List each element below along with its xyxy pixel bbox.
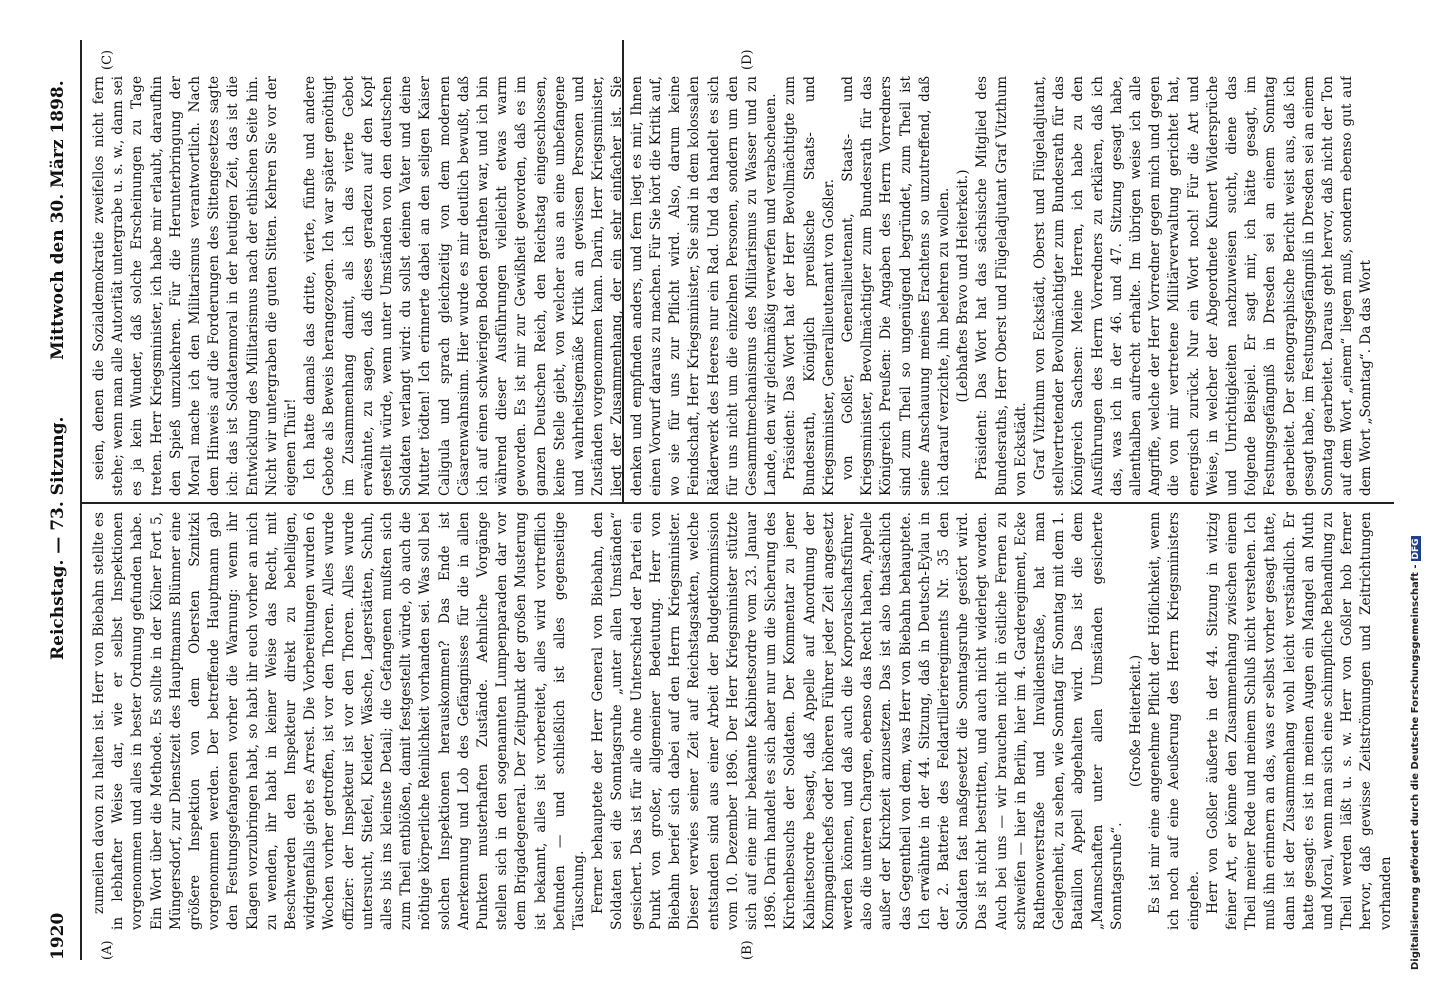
header-rule [80, 40, 82, 960]
interjection: (Lebhaftes Bravo und Heiterkeit.) [955, 169, 972, 403]
paragraph: Ferner behauptete der Herr General von Biebahn, den Soldaten sei die Sonntagsruhe „unter allen Umständen“ gesichert. Das ist für alle ohne Unterschied der Partei ein Punkt von großer, allgemeiner Bedeutung. Herr von Biebahn berief sich dabei auf den Herrn Kriegsminister. Dieser verwies seiner Zeit auf Reichstagsakten, welche entstanden sind aus einer Arbeit der Budgetkommission vom 10. Dezember 1896. Der Herr Kriegsminister stützte sich auf eine mir bekannte Kabinetsordre vom 23. Januar 1896. Darin handelt es sich aber nur um die Sicherung des Kirchenbesuchs der Soldaten. Der Kommentar zu jener Kabinetsordre besagt, daß Appelle auf Anordnung der Kompagniechefs oder höheren Führer jeder Zeit angesetzt werden können, und daß auch die Korporalschaftsführer, also die unteren Chargen, ebenso das Recht haben, Appelle außer der Kirchzeit anzusetzen. Das ist also thatsächlich das Gegentheil von dem, was Herr von Biebahn behauptete. Ich erwähnte in der 44. Sitzung, daß in Deutsch-Eylau in der 2. Batterie des Feldartillerieregiments Nr. 35 den Soldaten fast maßgesetzt die Sonntagsruhe gestört wird. Das ist nicht bestritten, und auch nicht widerlegt worden. Auch bei uns — wir brauchen nicht in östliche Fernen zu schweifen — hier in Berlin, hier im 4. Garderegiment, Ecke Rathenowerstraße und Invalidenstraße, hat man Gelegenheit, zu sehen, wie Sonntag für Sonntag mit dem 1. Bataillon Appell abgehalten wird. Das ist die dem „Mannschaften unter allen Umständen gesicherte Sonntagsruhe“. [590, 512, 1125, 930]
paragraph: zumeilen davon zu halten ist. Herr von Biebahn stellte es in lebhafter Weise dar, wie er selbst Inspektionen vorgenommen und alles in bester Ordnung gefunden habe. Ein Wort über die Methode. Es sollte in der Kölner Fort 5, Müngersdorf, zur Dienstzeit des Hauptmanns Blümner eine größere Inspektion von dem Obersten Sznitzki vorgenommen werden. Der betreffende Hauptmann gab den Festungsgefangenen vorher die Warnung: wenn ihr Klagen vorzubringen habt, so habt ihr euch vorher an mich zu wenden, ihr habt in keiner Weise das Recht, mit Beschwerden den Inspekteur direkt zu behelligen, widrigenfalls giebt es Arrest. Die Vorbereitungen wurden 6 Wochen vorher getroffen, ist vor den Thoren. Alles wurde offizier: der Inspekteur ist vor den Thoren. Alles wurde untersucht, Stiefel, Kleider, Wäsche, Lagerstätten, Schuh, alles bis ins kleinste Detail; die Gefangenen mußten sich zum Theil entblößen, damit festgestellt würde, ob auch die nöthige körperliche Reinlichkeit vorhanden sei. Was soll bei solchen Inspektionen herauskommen? Das Ende ist Anerkennung und Lob des Gefängnisses für die in allen Punkten musterhaften Zustände. Aehnliche Vorgänge stellen sich in den sogenannten Lumpenparaden dar vor dem Brigadegeneral. Der Zeitpunkt der großen Musterung ist bekannt, alles ist vorbereitet, alles wird vortrefflich befunden — und schließlich ist alles gegenseitige Täuschung. [91, 512, 588, 930]
header-session-title: Reichstag. — 73. Sitzung. [48, 416, 68, 660]
credit-text: Digitalisierung gefördert durch die Deutsche Forschungsgemeinschaft - [1410, 564, 1421, 970]
page-number: 1920 [48, 912, 68, 960]
paragraph: von Goßler, Generallieutenant, Staats- und Kriegsminister, Bevollmächtigter zum Bundesrath für das Königreich Preußen: Die Angaben des Herrn Vorredners sind zum Theil so ungenügend begründet, zum Theil ist seine Anschauung meines Erachtens so unzutreffend, daß ich darauf verzichte, ihn belehren zu wollen. [839, 76, 952, 496]
page-header [42, 40, 76, 960]
paragraph: Ich hatte damals das dritte, vierte, fünfte und andere Gebote als Beweis herangezogen. Ich war später genöthigt im Zusammenhang damit, als ich das vierte Gebot erwähnte, zu sagen, daß dieses geradezu auf den Kopf gestellt würde, wenn unter Umständen von den deutschen Soldaten verlangt wird: du sollst deinen Vater und deine Mutter tödten! Ich erinnerte dabei an den seligen Kaiser Caligula und sprach gleichzeitig von dem modernen Cäsarenwahnsinn. Hier wurde es mir deutlich bewußt, daß ich auf einen schwierigen Boden gerathen war, und ich bin während dieser Ausführungen vielleicht etwas warm geworden. Es ist mir zur Gewißheit geworden, daß es im ganzen Deutschen Reich, den Reichstag eingeschlossen, keine Stelle giebt, von welcher aus an eine unbefangene und wahrheitsgemäße Kritik an gewissen Personen und Zuständen vorgenommen kann. Darin, Herr Kriegsminister, liegt der Zusammenhang, der ein sehr einfacher ist. Sie denken und empfinden anders, und fern liegt es mir, Ihnen einen Vorwurf daraus zu machen. Für Sie hört die Kritik auf, wo sie für uns zur Pflicht wird. Also, darum keine Feindschaft, Herr Kriegsminister, Sie sind in dem kolossalen Räderwerk des Heeres nur ein Rad. Und da handelt es sich für uns nicht um die einzelnen Personen, sondern um den Gesammtmechanismus des Militarismus zu Wasser und zu Lande, den wir gleichmäßig verwerfen und verabscheuen. [302, 76, 780, 496]
paragraph: seien, denen die Sozialdemokratie zweifellos nicht fern stehe; wenn man alle Autorität untergrabe u. s. w., dann sei es ja kein Wunder, daß solche Erscheinungen zu Tage treten. Herr Kriegsminister, ich habe mir erlaubt, daraufhin den Spieß umzukehren. Für die Herunterbringung der Moral mache ich den Militarismus verantwortlich. Nach dem Hinweis auf die Forderungen des Sittengesetzes sagte ich: das ist Soldatenmoral in der heutigen Zeit, das ist die Entwicklung des Militarismus nach der ethischen Seite hin. Nicht wir untergraben die guten Sitten. Kehren Sie vor der eigenen Thür! [91, 76, 300, 496]
paragraph: Herr von Goßler äußerte in der 44. Sitzung in witzig feiner Art, er könne den Zusammenhang zwischen einem Theil meiner Rede und meinem Schluß nicht verstehen. Ich muß ihn erinnern an das, was er selbst vorher gesagt hatte, dann ist der Zusammenhang wohl leicht verständlich. Er hatte gesagt: es ist in meinen Augen ein Mangel an Muth und Moral, wenn man sich eine schimpfliche Behandlung zu Theil werden läßt u. s. w. Herr von Goßler hob ferner hervor, daß gewisse Zeitströmungen und Zeitrichtungen vorhanden [1204, 512, 1394, 930]
column-divider [82, 502, 1394, 504]
digitization-credit [1410, 536, 1421, 970]
margin-marker-d: (D) [740, 49, 755, 70]
margin-marker-b: (B) [740, 940, 755, 960]
left-column [90, 512, 1394, 930]
paragraph: Es ist mir eine angenehme Pflicht der Höflichkeit, wenn ich noch auf eine Aeußerung des Herrn Kriegsministers eingehe. [1147, 512, 1202, 930]
margin-marker-a: (A) [100, 940, 115, 960]
paragraph: Graf Vitzthum von Eckstädt, Oberst und Flügeladjutant, stellvertretender Bevollmächtigter zum Bundesrath für das Königreich Sachsen: Meine Herren, ich habe zu den Ausführungen des Herrn Vorredners zu erklären, daß ich das, was ich in der 46. und 47. Sitzung gesagt habe, allenthalben aufrecht erhalte. Im übrigen weise ich alle Angriffe, welche der Herr Vorredner gegen mich und gegen die von mir vertretene Militärverwaltung gerichtet hat, energisch zurück. Nur ein Wort noch! Für die Art und Weise, in welcher der Abgeordnete Kunert Widersprüche und Unrichtigkeiten nachzuweisen sucht, diene das folgende Beispiel. Er sagt mir, ich hätte gesagt, im Festungsgefängniß in Dresden sei an einem Sonntag gearbeitet. Der stenographische Bericht weist aus, daß ich gesagt habe, im Festungsgefängniß in Dresden sei an einem Sonntag gearbeitet. Daraus geht hervor, daß nicht der Ton auf dem Wort „einem“ liegen muß, sondern ebenso gut auf dem Wort „Sonntag“. Da das Wort [1031, 76, 1375, 496]
paragraph: Präsident: Das Wort hat der Herr Bevollmächtigte zum Bundesrath, Königlich preußische Staats- und Kriegsminister, Generallieutenant von Goßler. [782, 76, 837, 496]
paragraph: Präsident: Das Wort hat das sächsische Mitglied des Bundesraths, Herr Oberst und Flügeladjutant Graf Vitzthum von Eckstädt. [974, 76, 1029, 496]
interjection: (Große Heiterkeit.) [1127, 654, 1144, 788]
right-column [90, 76, 1394, 496]
header-date: Mittwoch den 30. März 1898. [48, 80, 68, 360]
margin-marker-c: (C) [100, 49, 115, 70]
dfg-logo: DFG [1411, 538, 1421, 560]
